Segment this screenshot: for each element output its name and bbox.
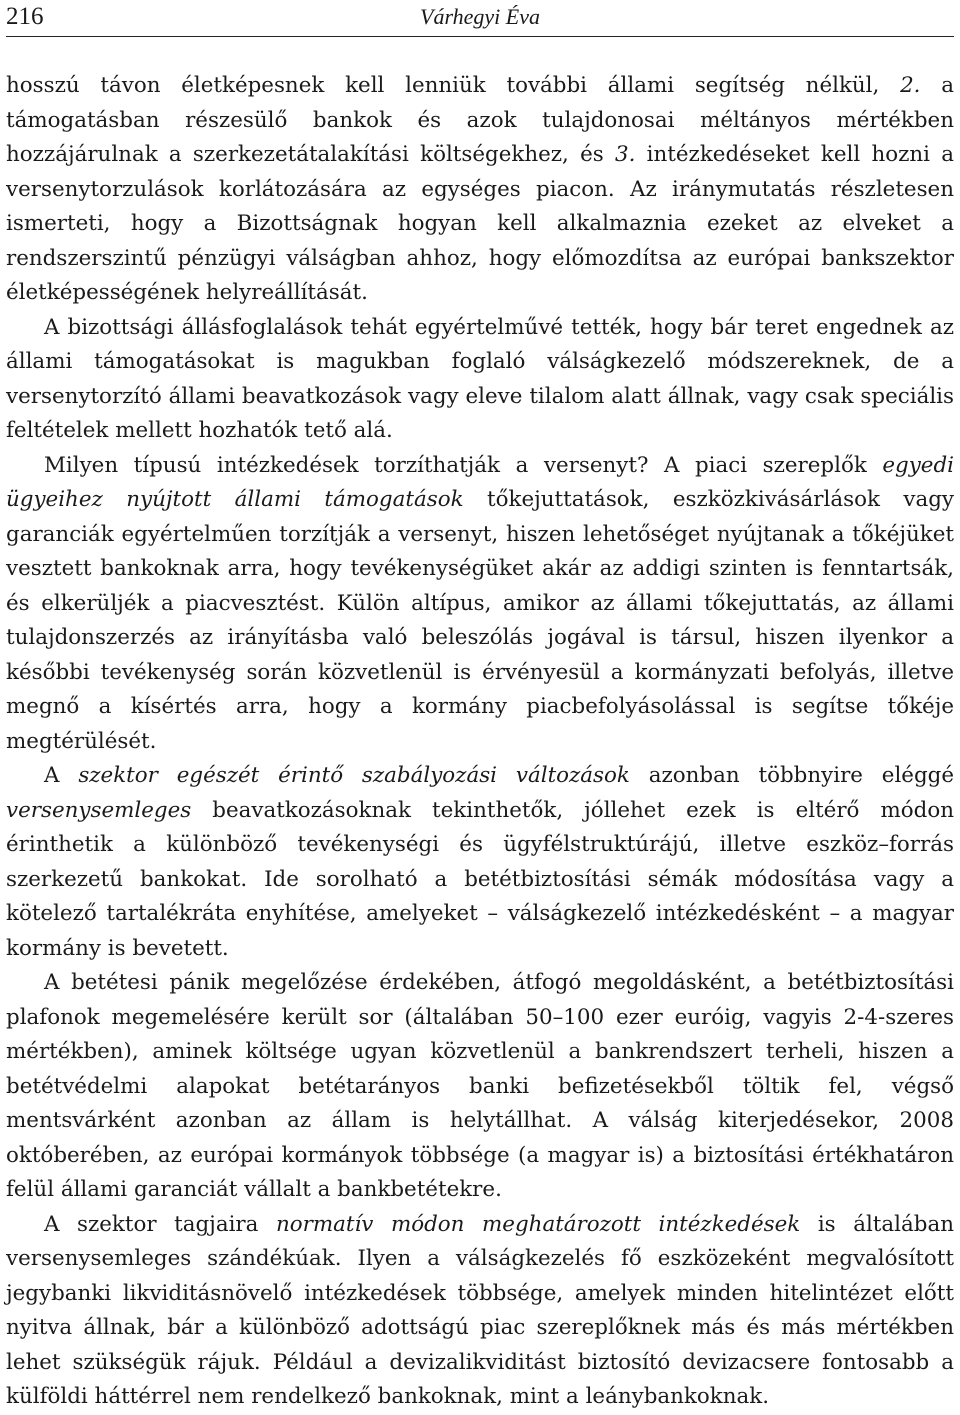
text-run: is általában versenysemleges szándékúak. Ilyen a válságkezelés fő eszközeként megvalósított jegybanki likviditásnövelő intézkedések többsége, amelyek minden hitelintézet előtt nyitva állnak, bár a különböző adottságú piac szereplőknek más és más mértékben lehet szükségük rájuk. Például a devizalikviditást biztosító devizacsere fontosabb a külföldi háttérrel nem rendelkező bankoknak, mint a leánybankoknak. — [6, 1211, 954, 1409]
italic-text-run: versenysemleges — [6, 797, 192, 823]
body-text — [6, 69, 954, 1415]
text-run: Milyen típusú intézkedések torzíthatják a versenyt? A piaci szereplők — [44, 452, 883, 478]
text-run: tőkejuttatások, eszközkivásárlások vagy garanciák egyértelműen torzítják a versenyt, hiszen lehetőséget nyújtanak a tőkéjüket vesztett bankoknak arra, hogy tevékenységüket akár az addigi szinten is fenntartsák, és elkerüljék a piacvesztést. Külön altípus, amikor az állami tőkejuttatás, az állami tulajdonszerzés az irányításba való beleszólás jogával is társul, hiszen ilyenkor a későbbi tevékenység során közvetlenül is érvényesül a kormányzati befolyás, illetve megnő a kísértés arra, hogy a kormány piacbefolyásolással is segítse tőkéje megtérülését. — [6, 487, 955, 754]
text-run: A bizottsági állásfoglalások tehát egyértelművé tették, hogy bár teret engednek az állami támogatásokat is magukban foglaló válságkezelő módszereknek, de a versenytorzító állami beavatkozások vagy eleve tilalom alatt állnak, vagy csak speciális feltételek mellett hozhatók tető alá. — [6, 314, 954, 443]
text-run: A — [44, 763, 79, 788]
page-header — [6, 0, 954, 37]
running-head: Várhegyi Éva — [420, 4, 540, 29]
text-run: a támogatásban részesülő bankok és azok tulajdonosai méltányos mértékben hozzájárulnak a szerkezetátalakítási költségekhez, és — [6, 73, 954, 167]
text-run: beavatkozásoknak tekinthetők, jóllehet ezek is eltérő módon érinthetik a különböző tevékenységi és ügyfélstruktúrájú, illetve eszköz–forrás szerkezetű bankokat. Ide sorolható a betétbiztosítási sémák módosítása vagy a kötelező tartalékráta enyhítése, amelyeket – válságkezelő intézkedésként – a magyar kormány is bevetett. — [6, 797, 954, 961]
italic-text-run: normatív módon meghatározott intézkedések — [275, 1211, 801, 1237]
paragraph — [6, 759, 954, 966]
paragraph — [6, 1208, 954, 1415]
text-run: A szektor tagjaira — [44, 1211, 276, 1237]
paragraph — [6, 966, 954, 1208]
italic-text-run: 2. — [900, 73, 921, 98]
italic-text-run: szektor egészét érintő szabályozási változások — [78, 763, 630, 788]
paragraph — [6, 69, 954, 311]
paragraph — [6, 311, 954, 449]
text-run: intézkedéseket kell hozni a versenytorzulások korlátozására az egységes piacon. Az iránymutatás részletesen ismerteti, hogy a Bizottságnak hogyan kell alkalmaznia ezeket az elveket a rendszerszintű pénzügyi válságban ahhoz, hogy előmozdítsa az európai bankszektor életképességének helyreállítását. — [6, 142, 954, 305]
text-run: hosszú távon életképesnek kell lenniük további állami segítség nélkül, — [6, 73, 901, 98]
text-run: A betétesi pánik megelőzése érdekében, átfogó megoldásként, a betétbiztosítási plafonok megemelésére került sor (általában 50–100 ezer euróig, vagyis 2-4-szeres mértékben), aminek költsége ugyan közvetlenül a bankrendszert terheli, hiszen a betétvédelmi alapokat betétarányos banki befizetésekből töltik fel, végső mentsvárként azonban az állam is helytállhat. A válság kiterjedésekor, 2008 októberében, az európai kormányok többsége (a magyar is) a biztosítási értékhatáron felül állami garanciát vállalt a bankbetétekre. — [6, 970, 954, 1202]
paragraph — [6, 449, 954, 760]
italic-text-run: 3. — [615, 142, 636, 167]
text-run: azonban többnyire eléggé — [629, 763, 955, 788]
page-number: 216 — [6, 3, 44, 30]
italic-text-run: egyedi ügyeihez nyújtott állami támogatások — [6, 452, 954, 512]
